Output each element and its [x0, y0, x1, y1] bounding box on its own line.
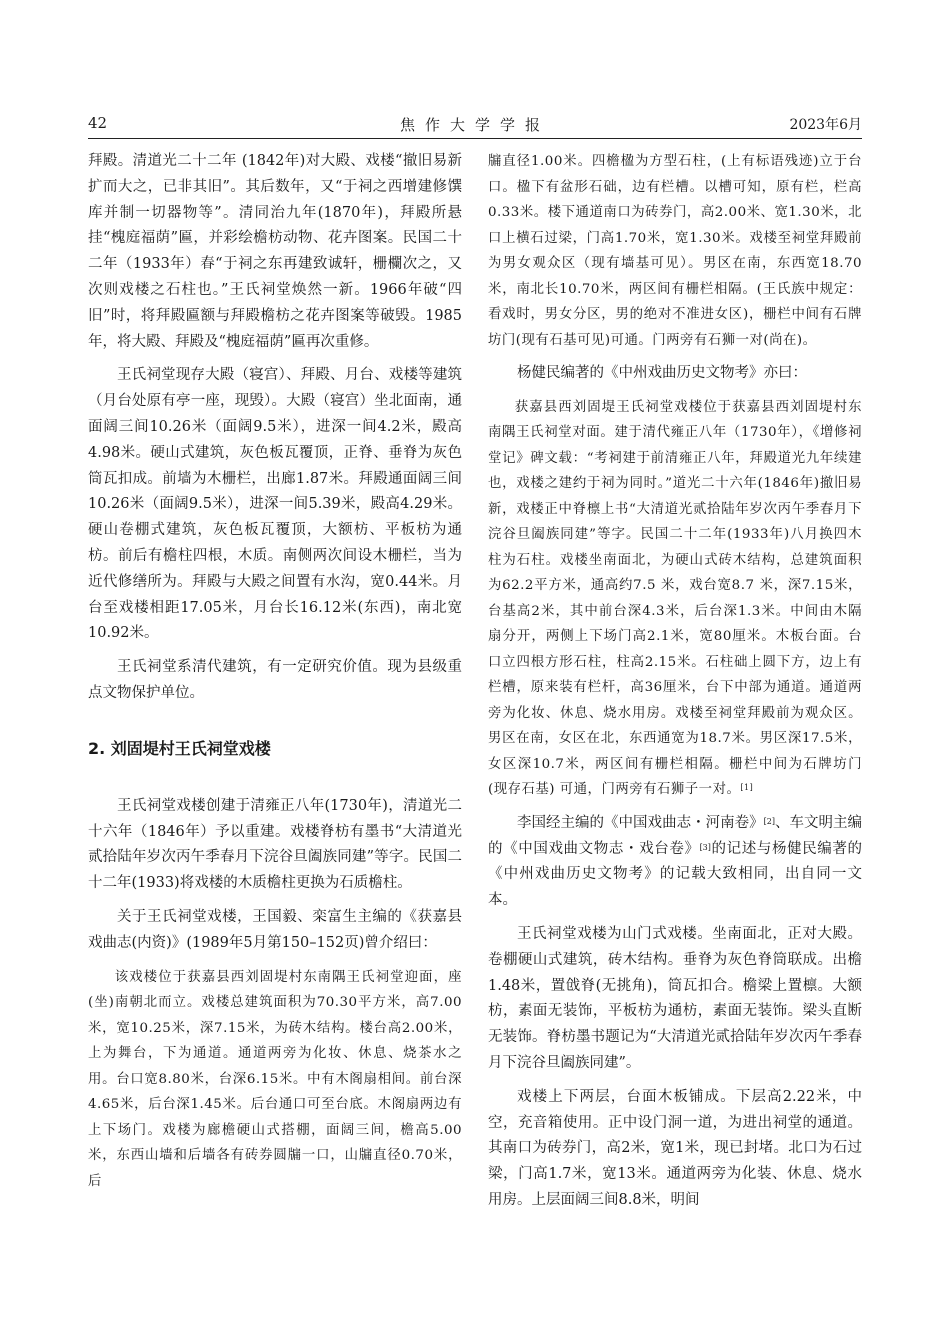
paragraph-text: 、车文明主编的《中国戏曲文物志・戏台卷》 [488, 814, 863, 857]
paragraph: 杨健民编著的《中州戏曲历史文物考》亦曰： [517, 365, 807, 381]
page-number: 42 [88, 114, 108, 132]
section-heading: 2. 刘固堤村王氏祠堂戏楼 [88, 738, 271, 758]
citation-marker: [1] [740, 783, 754, 793]
left-column [88, 149, 462, 1194]
running-header [88, 114, 862, 138]
citation-marker: [3] [699, 842, 711, 852]
header-rule [88, 138, 862, 139]
paragraph: 王氏祠堂戏楼创建于清雍正八年(1730年)，清道光二十六年（1846年）予以重建。戏楼脊枋有墨书“大清道光贰拾陆年岁次丙午季春月下浣谷旦阖族同建”等字。民国二十二年(1933)将戏楼的木质檐柱更换为石质檐柱。 [88, 797, 462, 892]
block-quote: 该戏楼位于获嘉县西刘固堤村东南隅王氏祠堂迎面，座(坐)南朝北而立。戏楼总建筑面积为70.30平方米，高7.00米，宽10.25米，深7.15米，为砖木结构。楼台高2.00米，上为舞台，下为通道。通道两旁为化妆、休息、烧茶水之用。台口宽8.80米，台深6.15米。中有木阁扇相间。前台深4.65米，后台深1.45米。后台通口可至台底。木阁扇两边有上下场门。戏楼为廊檐硬山式搭棚，面阔三间，檐高5.00米，东西山墙和后墙各有砖券圆牖一口，山牖直径0.70米，后 [88, 969, 462, 1189]
paragraph [488, 811, 862, 914]
block-quote: 牖直径1.00米。四檐楹为方型石柱，(上有标语残迹)立于台口。楹下有盆形石础，边有栏槽。以槽可知，原有栏，栏高0.33米。楼下通道南口为砖券门，高2.00米、宽1.30米，北口上横石过梁，门高1.70米，宽1.30米。戏楼至祠堂拜殿前为男女观众区（现有墙基可见）。男区在南，东西宽18.70米，南北长10.70米，两区间有栅栏相隔。(王氏族中规定：看戏时，男女分区，男的绝对不准进女区)，栅栏中间有石牌坊门(现有石基可见)可通。门两旁有石狮一对(尚在)。 [488, 154, 862, 348]
block-quote [488, 395, 862, 803]
paragraph: 关于王氏祠堂戏楼，王国毅、栾富生主编的《获嘉县戏曲志(内资)》(1989年5月第150–152页)曾介绍曰： [88, 908, 462, 951]
issue-date: 2023年6月 [789, 117, 862, 133]
paragraph: 拜殿。清道光二十二年 (1842年)对大殿、戏楼“撤旧易新扩而大之，已非其旧”。其后数年，又“于祠之西增建修馔库并制一切器物等”。清同治九年(1870年)，拜殿所悬挂“槐庭福荫”匾，并彩绘檐枋动物、花卉图案。民国二十二年（1933年）春“于祠之东再建致诚轩，栅欄次之，又次则戏楼之石柱也。”王氏祠堂焕然一新。1966年破“四旧”时，将拜殿匾额与拜殿檐枋之花卉图案等破毁。1985年，将大殿、拜殿及“槐庭福荫”匾再次重修。 [88, 153, 462, 350]
right-column [488, 149, 862, 1214]
paragraph: 王氏祠堂系清代建筑，有一定研究价值。现为县级重点文物保护单位。 [88, 659, 462, 701]
quote-text: 获嘉县西刘固堤王氏祠堂戏楼位于获嘉县西刘固堤村东南隅王氏祠堂对面。建于清代雍正八年（1730年），《增修祠堂记》碑文载：“考祠建于前清雍正八年，拜殿道光九年续建也，戏楼之建约于祠为同时。”道光二十六年(1846年)撤旧易新，戏楼正中脊檩上书“大清道光贰拾陆年岁次丙午季春月下浣谷旦阖族同建”等字。民国二十二年(1933年)八月换四木柱为石柱。戏楼坐南面北，为硬山式砖木结构，总建筑面积为62.2平方米，通高约7.5 米，戏台宽8.7 米，深7.15米，台基高2米，其中前台深4.3米，后台深1.3米。中间由木隔扇分开，两侧上下场门高2.1米，宽80厘米。木板台面。台口立四根方形石柱，柱高2.15米。石柱础上圆下方，边上有栏槽，原来装有栏杆，高36厘米，台下中部为通道。通道两旁为化妆、休息、烧水用房。戏楼至祠堂拜殿前为观众区。男区在南，女区在北，东西通宽为18.7米。男区深17.5米，女区深10.7米，两区间有栅栏相隔。栅栏中间为石牌坊门 (现存石基) 可通，门两旁有石狮子一对。 [488, 399, 862, 798]
journal-title: 焦作大学学报 [399, 116, 550, 134]
paragraph: 王氏祠堂戏楼为山门式戏楼。坐南面北，正对大殿。卷棚硬山式建筑，砖木结构。垂脊为灰色脊筒联成。出檐1.48米，置戗脊(无挑角)，筒瓦扣合。檐梁上置檩。大额枋，素面无装饰，平板枋为通枋，素面无装饰。梁头直断无装饰。脊枋墨书题记为“大清道光贰拾陆年岁次丙午季春月下浣谷旦阖族同建”。 [488, 925, 862, 1071]
paragraph-text: 的记述与杨健民编著的《中州戏曲历史文物考》的记载大致相同，出自同一文本。 [488, 840, 863, 909]
paragraph: 王氏祠堂现存大殿（寝宫）、拜殿、月台、戏楼等建筑（月台处原有亭一座，现毁）。大殿（寝宫）坐北面南，通面阔三间10.26米（面阔9.5米），进深一间4.2米，殿高4.98米。硬山式建筑，灰色板瓦覆顶，正脊、垂脊为灰色筒瓦扣成。前墙为木栅栏，出廊1.87米。拜殿通面阔三间10.26米（面阔9.5米），进深一间5.39米，殿高4.29米。硬山卷棚式建筑，灰色板瓦覆顶，大额枋、平板枋为通枋。前后有檐柱四根，木质。南侧两次间设木栅栏，当为近代修缮所为。拜殿与大殿之间置有水沟，宽0.44米。月台至戏楼相距17.05米，月台长16.12米(东西)，南北宽10.92米。 [88, 367, 462, 642]
paragraph-text: 李国经主编的《中国戏曲志・河南卷》 [517, 814, 764, 831]
paragraph: 戏楼上下两层，台面木板铺成。下层高2.22米，中空，充音箱使用。正中设门洞一道，为进出祠堂的通道。其南口为砖券门，高2米，宽1米，现已封堵。北口为石过梁，门高1.7米，宽13米。通道两旁为化装、休息、烧水用房。上层面阔三间8.8米，明间 [488, 1088, 862, 1208]
citation-marker: [2] [763, 816, 775, 826]
